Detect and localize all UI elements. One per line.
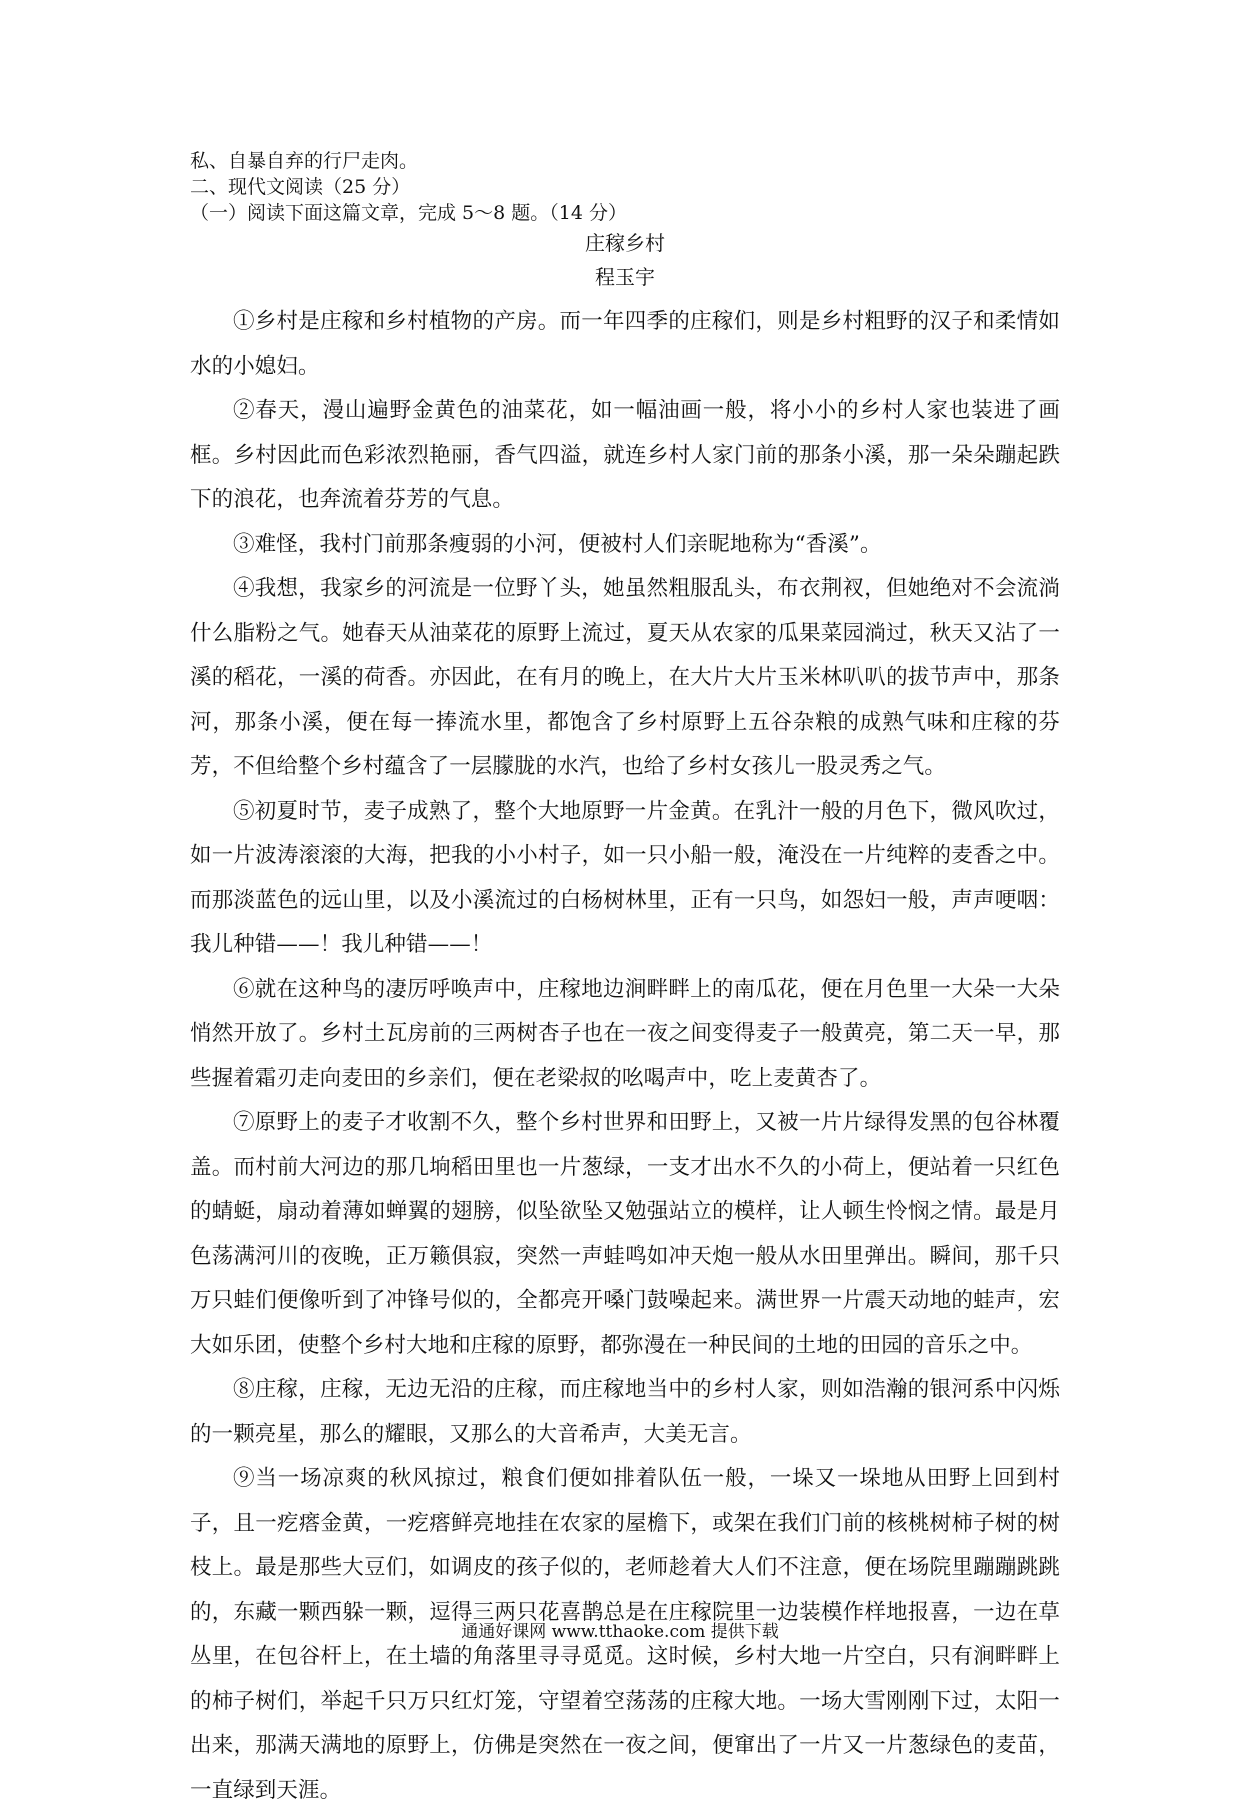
section-heading: 二、现代文阅读（25 分） (190, 176, 411, 198)
article-title: 庄稼乡村 (585, 231, 665, 255)
paragraph-7: ⑦原野上的麦子才收割不久，整个乡村世界和田野上，又被一片片绿得发黑的包谷林覆盖。而村前大河边的那几垧稻田里也一片葱绿，一支才出水不久的小荷上，便站着一只红色的蜻蜓，扇动着薄如蝉翼的翅膀，似坠欲坠又勉强站立的模样，让人顿生怜悯之情。最是月色荡满河川的夜晚，正万籁俱寂，突然一声蛙鸣如冲天炮一般从水田里弹出。瞬间，那千只万只蛙们便像听到了冲锋号似的，全都亮开嗓门鼓噪起来。满世界一片震天动地的蛙声，宏大如乐团，使整个乡村大地和庄稼的原野，都弥漫在一种民间的土地的田园的音乐之中。 (190, 1110, 1060, 1358)
page-content (190, 148, 1060, 1813)
paragraph-5: ⑤初夏时节，麦子成熟了，整个大地原野一片金黄。在乳汁一般的月色下，微风吹过，如一片波涛滚滚的大海，把我的小小村子，如一只小船一般，淹没在一片纯粹的麦香之中。而那淡蓝色的远山里，以及小溪流过的白杨树林里，正有一只鸟，如怨妇一般，声声哽咽：我儿种错——！我儿种错——！ (190, 798, 1060, 957)
paragraph-2: ②春天，漫山遍野金黄色的油菜花，如一幅油画一般，将小小的乡村人家也装进了画框。乡村因此而色彩浓烈艳丽，香气四溢，就连乡村人家门前的那条小溪，那一朵朵蹦起跌下的浪花，也奔流着芬芳的气息。 (190, 398, 1060, 512)
paragraph-1: ①乡村是庄稼和乡村植物的产房。而一年四季的庄稼们，则是乡村粗野的汉子和柔情如水的小媳妇。 (190, 309, 1060, 379)
article-author: 程玉宇 (595, 265, 655, 289)
download-footer: 通通好课网 www.tthaoke.com 提供下载 (461, 1622, 779, 1642)
previous-text-ending: 私、自暴自弃的行尸走肉。 (190, 150, 419, 172)
paragraph-3: ③难怪，我村门前那条瘦弱的小河，便被村人们亲昵地称为“香溪”。 (233, 531, 882, 557)
paragraph-4: ④我想，我家乡的河流是一位野丫头，她虽然粗服乱头，布衣荆衩，但她绝对不会流淌什么脂粉之气。她春天从油菜花的原野上流过，夏天从农家的瓜果菜园淌过，秋天又沾了一溪的稻花，一溪的荷香。亦因此，在有月的晚上，在大片大片玉米林叭叭的拔节声中，那条河，那条小溪，便在每一捧流水里，都饱含了乡村原野上五谷杂粮的成熟气味和庄稼的芬芳，不但给整个乡村蕴含了一层朦胧的水汽，也给了乡村女孩儿一股灵秀之气。 (190, 576, 1060, 779)
reading-instructions: （一）阅读下面这篇文章，完成 5～8 题。（14 分） (190, 202, 627, 224)
paragraph-8: ⑧庄稼，庄稼，无边无沿的庄稼，而庄稼地当中的乡村人家，则如浩瀚的银河系中闪烁的一颗亮星，那么的耀眼，又那么的大音希声，大美无言。 (190, 1377, 1060, 1447)
paragraph-6: ⑥就在这种鸟的凄厉呼唤声中，庄稼地边涧畔畔上的南瓜花，便在月色里一大朵一大朵悄然开放了。乡村土瓦房前的三两树杏子也在一夜之间变得麦子一般黄亮，第二天一早，那些握着霜刃走向麦田的乡亲们，便在老梁叔的吆喝声中，吃上麦黄杏了。 (190, 976, 1060, 1091)
paragraph-9: ⑨当一场凉爽的秋风掠过，粮食们便如排着队伍一般，一垛又一垛地从田野上回到村子，且一疙瘩金黄，一疙瘩鲜亮地挂在农家的屋檐下，或架在我们门前的核桃树柿子树的树枝上。最是那些大豆们，如调皮的孩子似的，老师趁着大人们不注意，便在场院里蹦蹦跳跳的，东藏一颗西躲一颗，逗得三两只花喜鹊总是在庄稼院里一边装模作样地报喜，一边在草丛里，在包谷杆上，在土墙的角落里寻寻觅觅。这时候，乡村大地一片空白，只有涧畔畔上的柿子树们，举起千只万只红灯笼，守望着空荡荡的庄稼大地。一场大雪刚刚下过，太阳一出来，那满天满地的原野上，仿佛是突然在一夜之间，便窜出了一片又一片葱绿色的麦苗，一直绿到天涯。 (190, 1466, 1060, 1803)
